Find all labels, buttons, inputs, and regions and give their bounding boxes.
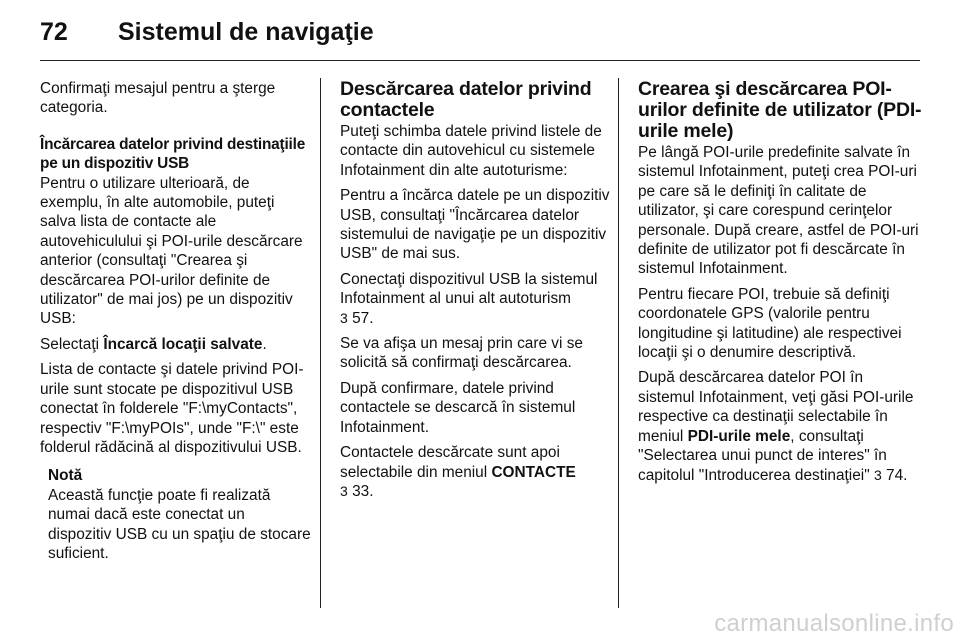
paragraph: Puteţi schimba datele privind listele de contacte din autovehicul cu sistemele Infotainment din alte autoturisme:	[340, 123, 602, 179]
text: După descărcarea datelor POI în sistemul Infotainment, veţi găsi POI-urile respective ca destinaţii selectabile în meniul	[638, 369, 914, 445]
paragraph: Confirmaţi mesajul pentru a şterge categoria.	[40, 80, 276, 117]
note-box	[48, 466, 312, 563]
text: Selectaţi	[40, 335, 104, 353]
page-reference-icon: 3	[340, 309, 348, 326]
text: .	[262, 335, 267, 353]
menu-item-reference: PDI-urile mele	[687, 427, 791, 445]
page-number: 72	[40, 18, 68, 46]
menu-item-reference: Încarcă locaţii salvate	[103, 335, 263, 353]
paragraph: Se va afişa un mesaj prin care vi se solicită să confirmaţi descărcarea.	[340, 335, 583, 372]
paragraph: Pe lângă POI-urile predefinite salvate în sistemul Infotainment, puteţi crea POI-uri pe care să le definiţi în calitate de utilizator, şi care corespund cerinţelor personale. După creare, astfel de POI-uri definite de utilizator pot fi descărcate în sistemul Infotainment.	[638, 144, 919, 278]
paragraph	[340, 443, 610, 501]
section-heading: Descărcarea datelor privind contactele	[340, 78, 592, 121]
page-reference: 33.	[347, 482, 374, 500]
column-divider-1	[320, 78, 321, 608]
section-heading: Crearea şi descărcarea POI-urilor definite de utilizator (PDI-urile mele)	[638, 78, 922, 142]
paragraph	[340, 270, 610, 328]
page-reference: 74.	[881, 466, 908, 484]
paragraph: Lista de contacte şi datele privind POI-urile sunt stocate pe dispozitivul USB conectat în folderele "F:\myContacts", respectiv "F:\myPOIs", unde "F:\" este folderul rădăcină al dispozitivului USB.	[40, 361, 304, 456]
paragraph	[638, 368, 922, 484]
text: Contactele descărcate sunt apoi selectabile din meniul	[340, 444, 560, 481]
column-2	[340, 79, 610, 507]
paragraph: După confirmare, datele privind contactele se descarcă în sistemul Infotainment.	[340, 379, 576, 436]
chapter-title: Sistemul de navigaţie	[118, 18, 374, 46]
page-reference-icon: 3	[873, 466, 882, 483]
column-1	[40, 79, 312, 563]
column-3	[638, 79, 922, 491]
paragraph	[40, 335, 312, 354]
note-text: Această funcţie poate fi realizată numai dacă este conectat un dispozitiv USB cu un spaţiu de stocare suficient.	[48, 486, 311, 562]
paragraph: Pentru a încărca datele pe un dispozitiv USB, consultaţi "Încărcarea datelor sistemului de navigaţie pe un dispozitiv USB" de mai sus.	[340, 187, 610, 263]
paragraph: Pentru fiecare POI, trebuie să definiţi coordonatele GPS (valorile pentru longitudine şi latitudine) ale respectivei locaţii şi o denumire descriptivă.	[638, 285, 902, 362]
watermark: carmanualsonline.info	[714, 610, 954, 637]
text: , consultaţi "Selectarea unui punct de interes" în capitolul "Introducerea destinaţiei"	[638, 427, 887, 484]
note-title: Notă	[48, 467, 83, 485]
paragraph: Pentru o utilizare ulterioară, de exemplu, în alte automobile, puteţi salva lista de contacte ale autovehiculului şi POI-urile descărcare anterior (consultaţi "Crearea şi descărcarea POI-urilor definite de utilizator" de mai jos) pe un dispozitiv USB:	[40, 174, 303, 328]
header-divider	[40, 60, 920, 61]
page-reference-icon: 3	[340, 482, 348, 499]
text: Conectaţi dispozitivul USB la sistemul Infotainment al unui alt autoturism	[340, 270, 598, 308]
page-reference: 57.	[347, 309, 374, 327]
column-divider-2	[618, 78, 619, 608]
page-header	[40, 14, 920, 54]
section-subheading: Încărcarea datelor privind destinaţiile pe un dispozitiv USB	[40, 135, 306, 173]
menu-item-reference: CONTACTE	[491, 463, 576, 481]
